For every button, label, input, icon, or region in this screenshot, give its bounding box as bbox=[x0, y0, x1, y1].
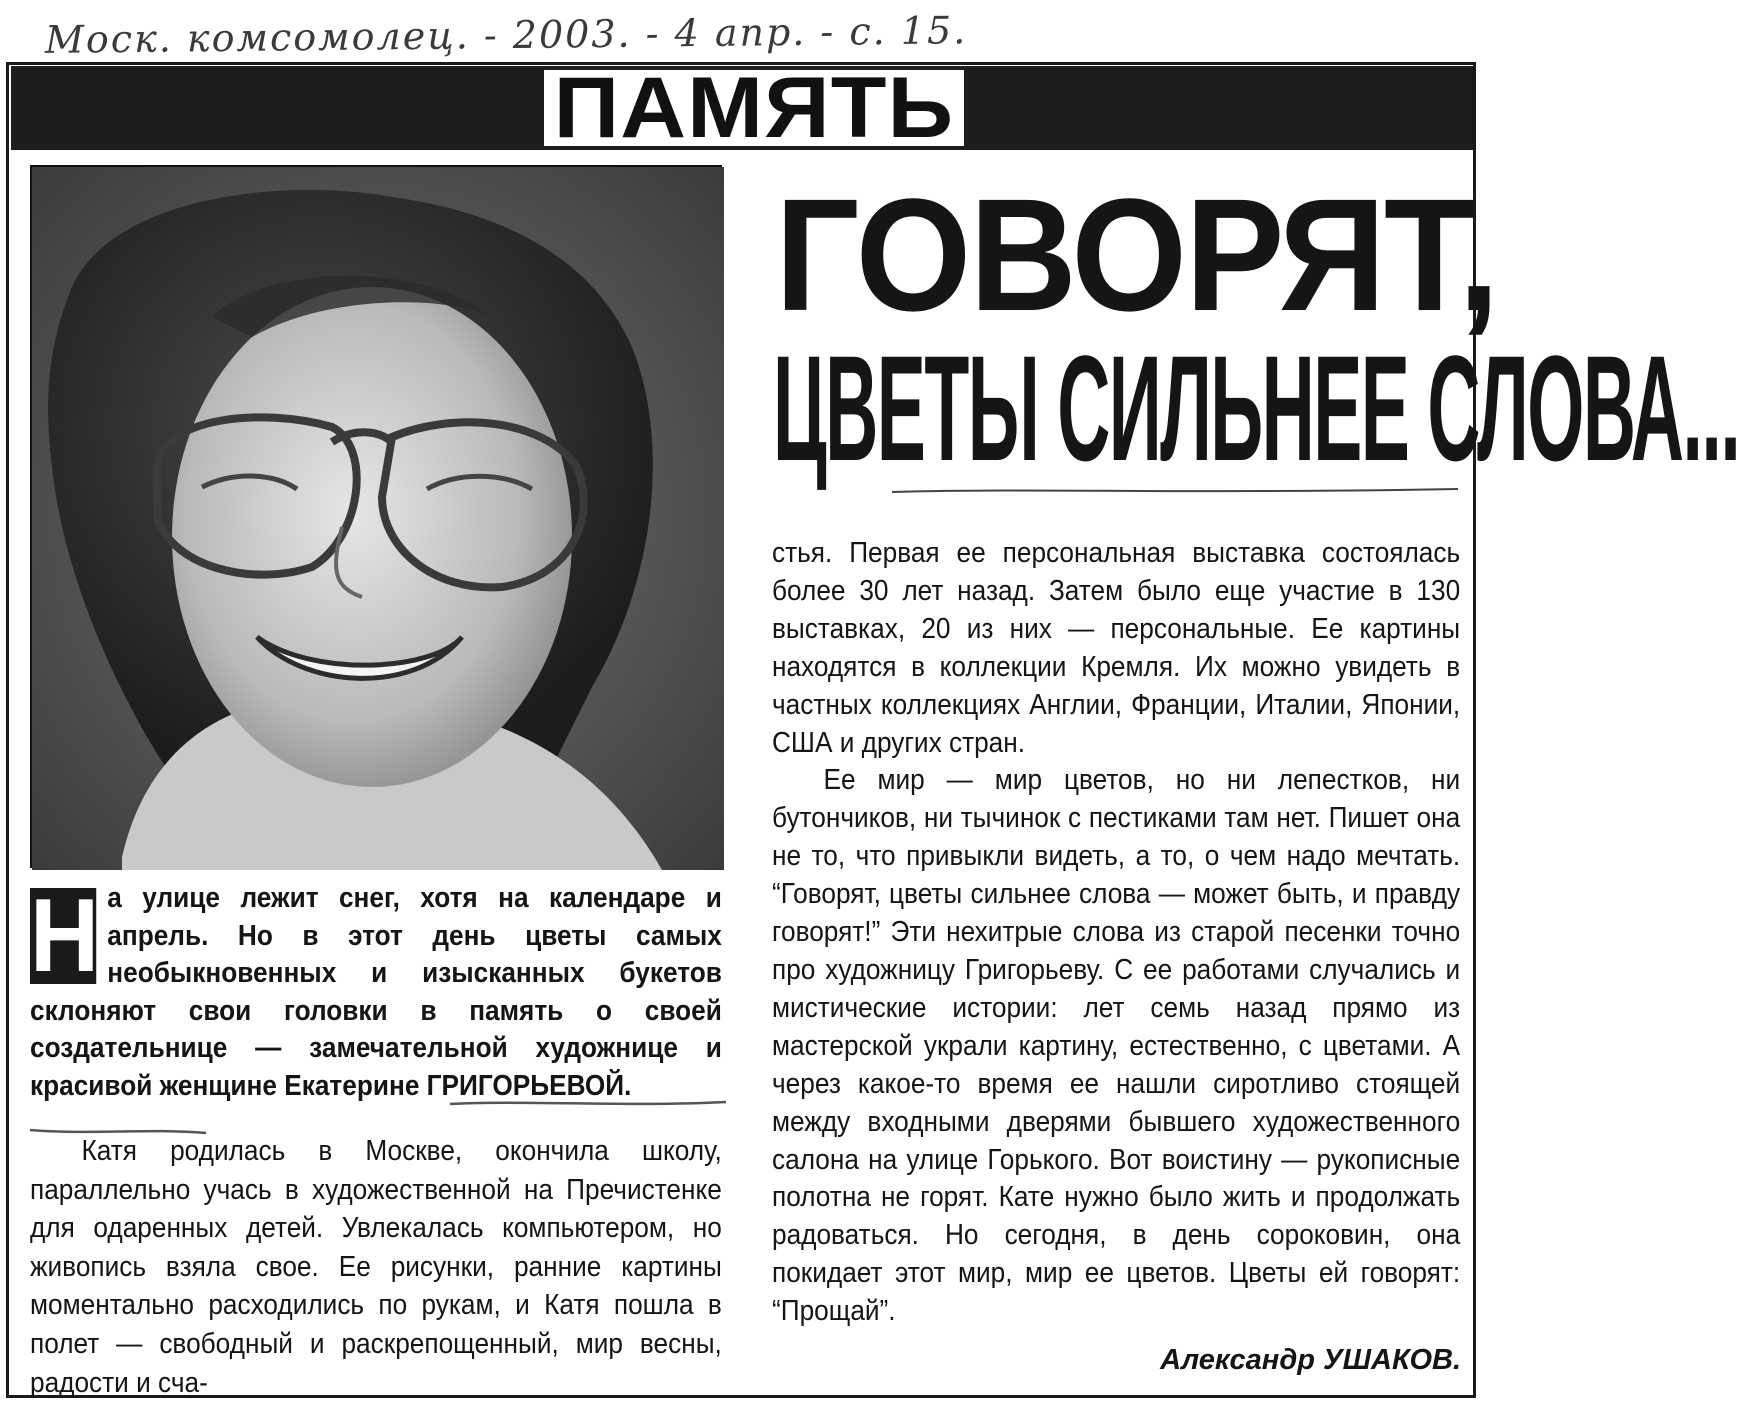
lead-text: а улице лежит снег, хотя на календаре и апрель. Но в этот день цветы самых необыкновенных и изысканных букетов склоняют свои головки в память о своей создательнице — замечательной художнице и красивой женщине Екатерине ГРИГОРЬЕВОЙ. bbox=[30, 882, 722, 1102]
body-left-paragraph: Катя родилась в Москве, окончила школу, параллельно учась в художественной на Пречистенке для одаренных детей. Увлекалась компьютером, но живопись взяла свое. Ее рисунки, ранние картины моментально расходились по рукам, и Катя пошла в полет — свободный и раскрепощенный, мир весны, радости и сча- bbox=[30, 1135, 722, 1399]
pen-underline-headline bbox=[890, 484, 1460, 496]
body-column-right bbox=[772, 535, 1460, 1331]
handwritten-source-note: Моск. комсомолец. - 2003. - 4 апр. - с. 15. bbox=[44, 8, 968, 62]
headline-line-2: ЦВЕТЫ СИЛЬНЕЕ СЛОВА... bbox=[773, 324, 1739, 492]
lead-paragraph bbox=[30, 880, 722, 1105]
section-label: ПАМЯТЬ bbox=[553, 60, 955, 156]
face-shape bbox=[172, 287, 572, 787]
dropcap-letter: Н bbox=[30, 878, 100, 994]
headline-line-1: ГОВОРЯТ, bbox=[775, 165, 1498, 344]
portrait-photo bbox=[30, 165, 722, 868]
body-right-paragraph-1: стья. Первая ее персональная выставка состоялась более 30 лет назад. Затем было еще участие в 130 выставках, 20 из них — персональные. Ее картины находятся в коллекции Кремля. Их можно увидеть в частных коллекциях Англии, Франции, Италии, Японии, США и других стран. bbox=[772, 537, 1461, 759]
author-byline: Александр УШАКОВ. bbox=[1160, 1344, 1461, 1376]
body-column-left bbox=[30, 1132, 722, 1402]
pen-underline-name bbox=[448, 1098, 728, 1108]
section-label-box bbox=[544, 60, 964, 156]
body-right-paragraph-2: Ее мир — мир цветов, но ни лепестков, ни бутончиков, ни тычинок с пестиками там нет. Пишет она не то, что привыкли видеть, а то, о чем надо мечтать. “Говорят, цветы сильнее слова — может быть, и правду говорят!” Эти нехитрые слова из старой песенки точно про художницу Григорьеву. С ее работами случались и мистические истории: лет семь назад прямо из мастерской украли картину, естественно, с цветами. А через какое-то время ее нашли сиротливо стоящей между входными дверями бывшего художественного салона на улице Горького. Вот воистину — рукописные полотна не горят. Кате нужно было жить и продолжать радоваться. Но сегодня, в день сороковин, она покидает этот мир, мир ее цветов. Цветы ей говорят: “Прощай”. bbox=[772, 764, 1461, 1328]
